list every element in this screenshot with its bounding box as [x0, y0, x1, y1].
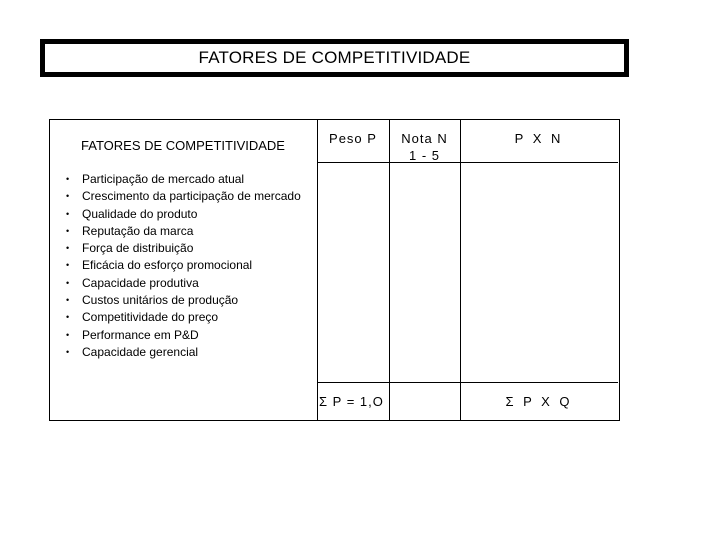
bullet-icon: • — [66, 243, 70, 254]
bullet-icon: • — [66, 312, 70, 323]
factor-label: Participação de mercado atual — [82, 172, 245, 186]
list-item — [66, 309, 306, 326]
bullet-icon: • — [66, 225, 70, 236]
list-item — [66, 171, 306, 188]
list-item — [66, 257, 306, 274]
header-grade-range: 1 - 5 — [408, 148, 440, 163]
list-item — [66, 344, 306, 361]
header-divider — [317, 162, 618, 163]
factor-label: Eficácia do esforço promocional — [82, 258, 253, 273]
list-item — [66, 327, 306, 344]
bullet-icon: • — [66, 329, 70, 340]
list-item — [66, 188, 306, 205]
bullet-icon: • — [66, 260, 70, 271]
factor-label: Capacidade gerencial — [82, 344, 199, 359]
total-weight: Σ P = 1,O — [319, 394, 384, 409]
title-box — [40, 39, 629, 77]
total-product: Σ P X Q — [505, 394, 573, 409]
factor-label: Crescimento da participação de mercado — [82, 189, 301, 204]
list-item — [66, 206, 306, 223]
list-item — [66, 240, 306, 257]
list-item — [66, 275, 306, 292]
factor-label: Custos unitários de produção — [82, 293, 239, 308]
factor-label: Força de distribuição — [82, 241, 194, 256]
bullet-icon: • — [66, 191, 70, 202]
factor-list — [66, 171, 306, 361]
column-divider-weight — [317, 119, 318, 420]
factor-label: Performance em P&D — [82, 327, 199, 342]
list-item — [66, 292, 306, 309]
factor-label: Qualidade do produto — [82, 206, 198, 221]
list-item — [66, 223, 306, 240]
factor-label: Reputação da marca — [82, 223, 194, 238]
header-grade-label: Nota N — [401, 131, 448, 146]
column-divider-grade — [389, 119, 390, 420]
page-title: FATORES DE COMPETITIVIDADE — [47, 46, 622, 70]
bullet-icon: • — [66, 174, 70, 184]
bullet-icon: • — [66, 208, 70, 219]
bullet-icon: • — [66, 295, 70, 306]
header-grade — [389, 130, 460, 164]
factor-label: Capacidade produtiva — [82, 275, 199, 290]
factor-label: Competitividade do preço — [82, 310, 219, 325]
bullet-icon: • — [66, 277, 70, 288]
header-weight: Peso P — [329, 131, 377, 146]
header-factors: FATORES DE COMPETITIVIDADE — [81, 138, 285, 153]
header-product: P X N — [514, 131, 564, 146]
column-divider-product — [460, 119, 461, 420]
totals-divider — [317, 382, 618, 383]
bullet-icon: • — [66, 346, 70, 357]
